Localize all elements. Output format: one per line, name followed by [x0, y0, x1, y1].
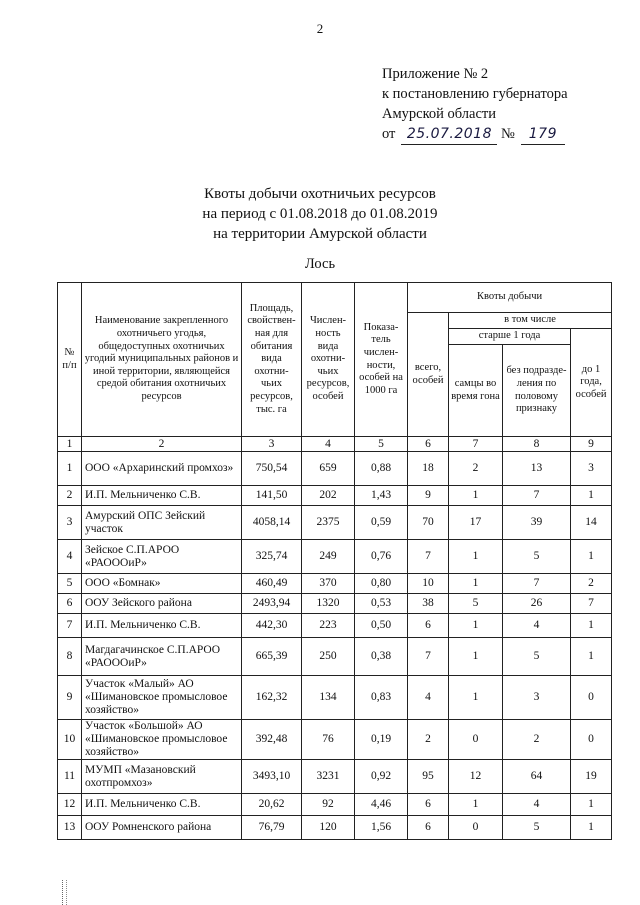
row-index: 0,80 [355, 574, 408, 594]
col-number: 9 [571, 437, 612, 452]
annex-block [382, 64, 568, 145]
row-number: 10 [58, 720, 82, 760]
row-nosex: 39 [503, 506, 571, 540]
header-total: всего, особей [408, 313, 449, 437]
table-row [58, 676, 612, 720]
header-older: старше 1 года [449, 329, 571, 345]
annex-region: Амурской области [382, 106, 496, 122]
col-number: 8 [503, 437, 571, 452]
row-males: 1 [449, 638, 503, 676]
row-total: 4 [408, 676, 449, 720]
row-area: 442,30 [242, 614, 302, 638]
row-index: 0,92 [355, 760, 408, 794]
row-males: 17 [449, 506, 503, 540]
row-index: 4,46 [355, 794, 408, 816]
row-number: 7 [58, 614, 82, 638]
row-young: 1 [571, 540, 612, 574]
row-name: ООО «Бомнак» [82, 574, 242, 594]
col-number: 6 [408, 437, 449, 452]
row-number: 8 [58, 638, 82, 676]
row-population: 202 [302, 486, 355, 506]
row-total: 6 [408, 794, 449, 816]
row-population: 659 [302, 452, 355, 486]
row-population: 3231 [302, 760, 355, 794]
row-name: Участок «Большой» АО «Шимановское промысловое хозяйство» [82, 720, 242, 760]
row-total: 6 [408, 816, 449, 840]
row-nosex: 2 [503, 720, 571, 760]
row-total: 2 [408, 720, 449, 760]
row-nosex: 26 [503, 594, 571, 614]
header-num: № п/п [58, 283, 82, 437]
row-males: 1 [449, 676, 503, 720]
row-nosex: 7 [503, 486, 571, 506]
row-area: 141,50 [242, 486, 302, 506]
row-total: 70 [408, 506, 449, 540]
row-young: 1 [571, 816, 612, 840]
annex-title: Приложение № 2 [382, 66, 489, 82]
row-young: 0 [571, 720, 612, 760]
row-total: 7 [408, 540, 449, 574]
row-name: И.П. Мельниченко С.В. [82, 794, 242, 816]
row-name: Участок «Малый» АО «Шимановское промысловое хозяйство» [82, 676, 242, 720]
row-name: Магдагачинское С.П.АРОО «РАОООиР» [82, 638, 242, 676]
row-area: 20,62 [242, 794, 302, 816]
header-name: Наименование закрепленного охотничьего угодья, общедоступных охотничьих угодий муниципальных районов и иной территории, являющейся средой обитания охотничьих ресурсов [82, 283, 242, 437]
row-young: 14 [571, 506, 612, 540]
row-number: 1 [58, 452, 82, 486]
row-number: 2 [58, 486, 82, 506]
row-total: 6 [408, 614, 449, 638]
row-number: 11 [58, 760, 82, 794]
row-nosex: 13 [503, 452, 571, 486]
row-population: 223 [302, 614, 355, 638]
row-name: Амурский ОПС Зейский участок [82, 506, 242, 540]
col-number: 1 [58, 437, 82, 452]
handwritten-date: 25.07.2018 [401, 124, 497, 145]
header-quota: Квоты добычи [408, 283, 612, 313]
row-males: 1 [449, 574, 503, 594]
table-row [58, 486, 612, 506]
row-area: 750,54 [242, 452, 302, 486]
row-population: 2375 [302, 506, 355, 540]
row-total: 38 [408, 594, 449, 614]
row-population: 120 [302, 816, 355, 840]
row-population: 370 [302, 574, 355, 594]
row-name: Зейское С.П.АРОО «РАОООиР» [82, 540, 242, 574]
table-row [58, 594, 612, 614]
row-nosex: 5 [503, 540, 571, 574]
quota-table [57, 282, 612, 840]
row-males: 5 [449, 594, 503, 614]
table-row [58, 816, 612, 840]
col-number: 5 [355, 437, 408, 452]
row-nosex: 4 [503, 614, 571, 638]
row-area: 2493,94 [242, 594, 302, 614]
row-population: 1320 [302, 594, 355, 614]
header-young: до 1 года, особей [571, 329, 612, 437]
table-row [58, 638, 612, 676]
species-label: Лось [304, 256, 336, 272]
row-area: 460,49 [242, 574, 302, 594]
row-number: 3 [58, 506, 82, 540]
handwritten-number: 179 [521, 124, 565, 145]
row-young: 2 [571, 574, 612, 594]
row-population: 92 [302, 794, 355, 816]
row-population: 134 [302, 676, 355, 720]
header-including: в том числе [449, 313, 612, 329]
table-row [58, 760, 612, 794]
title-line-3: на территории Амурской области [213, 226, 427, 242]
title-line-1: Квоты добычи охотничьих ресурсов [204, 186, 436, 202]
row-population: 76 [302, 720, 355, 760]
row-young: 7 [571, 594, 612, 614]
row-nosex: 5 [503, 816, 571, 840]
document-title [0, 184, 640, 244]
row-males: 1 [449, 540, 503, 574]
row-total: 9 [408, 486, 449, 506]
title-line-2: на период с 01.08.2018 до 01.08.2019 [202, 206, 438, 222]
row-area: 3493,10 [242, 760, 302, 794]
table-row [58, 540, 612, 574]
annex-date-line [382, 124, 568, 145]
row-index: 0,53 [355, 594, 408, 614]
row-number: 6 [58, 594, 82, 614]
row-index: 0,38 [355, 638, 408, 676]
col-number: 7 [449, 437, 503, 452]
row-number: 4 [58, 540, 82, 574]
row-index: 0,83 [355, 676, 408, 720]
row-index: 0,88 [355, 452, 408, 486]
row-name: МУМП «Мазановский охотпромхоз» [82, 760, 242, 794]
annex-decree: к постановлению губернатора [382, 86, 568, 102]
row-total: 7 [408, 638, 449, 676]
table-row [58, 614, 612, 638]
header-index: Показа-тель числен-ности, особей на 1000 га [355, 283, 408, 437]
row-males: 1 [449, 614, 503, 638]
row-index: 1,56 [355, 816, 408, 840]
row-index: 0,19 [355, 720, 408, 760]
row-total: 10 [408, 574, 449, 594]
row-area: 665,39 [242, 638, 302, 676]
row-young: 3 [571, 452, 612, 486]
row-number: 13 [58, 816, 82, 840]
row-area: 392,48 [242, 720, 302, 760]
page-number: 2 [316, 21, 324, 36]
row-males: 2 [449, 452, 503, 486]
row-area: 162,32 [242, 676, 302, 720]
annex-number-label: № [501, 126, 515, 142]
row-index: 0,59 [355, 506, 408, 540]
row-area: 325,74 [242, 540, 302, 574]
header-nosex: без подразде-ления по половому признаку [503, 345, 571, 437]
table-body [58, 452, 612, 840]
row-nosex: 64 [503, 760, 571, 794]
row-population: 250 [302, 638, 355, 676]
row-index: 0,76 [355, 540, 408, 574]
row-population: 249 [302, 540, 355, 574]
header-area: Площадь, свойствен-ная для обитания вида охотни-чьих ресурсов, тыс. га [242, 283, 302, 437]
row-index: 1,43 [355, 486, 408, 506]
row-young: 1 [571, 614, 612, 638]
row-nosex: 3 [503, 676, 571, 720]
row-index: 0,50 [355, 614, 408, 638]
row-name: ООУ Зейского района [82, 594, 242, 614]
row-males: 1 [449, 486, 503, 506]
header-males: самцы во время гона [449, 345, 503, 437]
row-young: 1 [571, 794, 612, 816]
row-young: 1 [571, 638, 612, 676]
scan-artifact [62, 880, 67, 905]
row-name: И.П. Мельниченко С.В. [82, 486, 242, 506]
table-row [58, 720, 612, 760]
column-number-row [58, 437, 612, 452]
row-name: И.П. Мельниченко С.В. [82, 614, 242, 638]
row-name: ООУ Ромненского района [82, 816, 242, 840]
col-number: 3 [242, 437, 302, 452]
col-number: 4 [302, 437, 355, 452]
row-nosex: 7 [503, 574, 571, 594]
row-number: 9 [58, 676, 82, 720]
table-header [58, 283, 612, 452]
table-row [58, 574, 612, 594]
row-area: 76,79 [242, 816, 302, 840]
row-young: 19 [571, 760, 612, 794]
annex-from-label: от [382, 126, 396, 142]
row-nosex: 5 [503, 638, 571, 676]
row-males: 0 [449, 720, 503, 760]
row-number: 5 [58, 574, 82, 594]
row-name: ООО «Архаринский промхоз» [82, 452, 242, 486]
row-young: 0 [571, 676, 612, 720]
row-males: 0 [449, 816, 503, 840]
col-number: 2 [82, 437, 242, 452]
table-row [58, 506, 612, 540]
row-total: 95 [408, 760, 449, 794]
row-young: 1 [571, 486, 612, 506]
row-number: 12 [58, 794, 82, 816]
table-row [58, 452, 612, 486]
table-row [58, 794, 612, 816]
row-males: 1 [449, 794, 503, 816]
row-area: 4058,14 [242, 506, 302, 540]
row-total: 18 [408, 452, 449, 486]
row-nosex: 4 [503, 794, 571, 816]
row-males: 12 [449, 760, 503, 794]
header-population: Числен-ность вида охотни-чьих ресурсов, особей [302, 283, 355, 437]
